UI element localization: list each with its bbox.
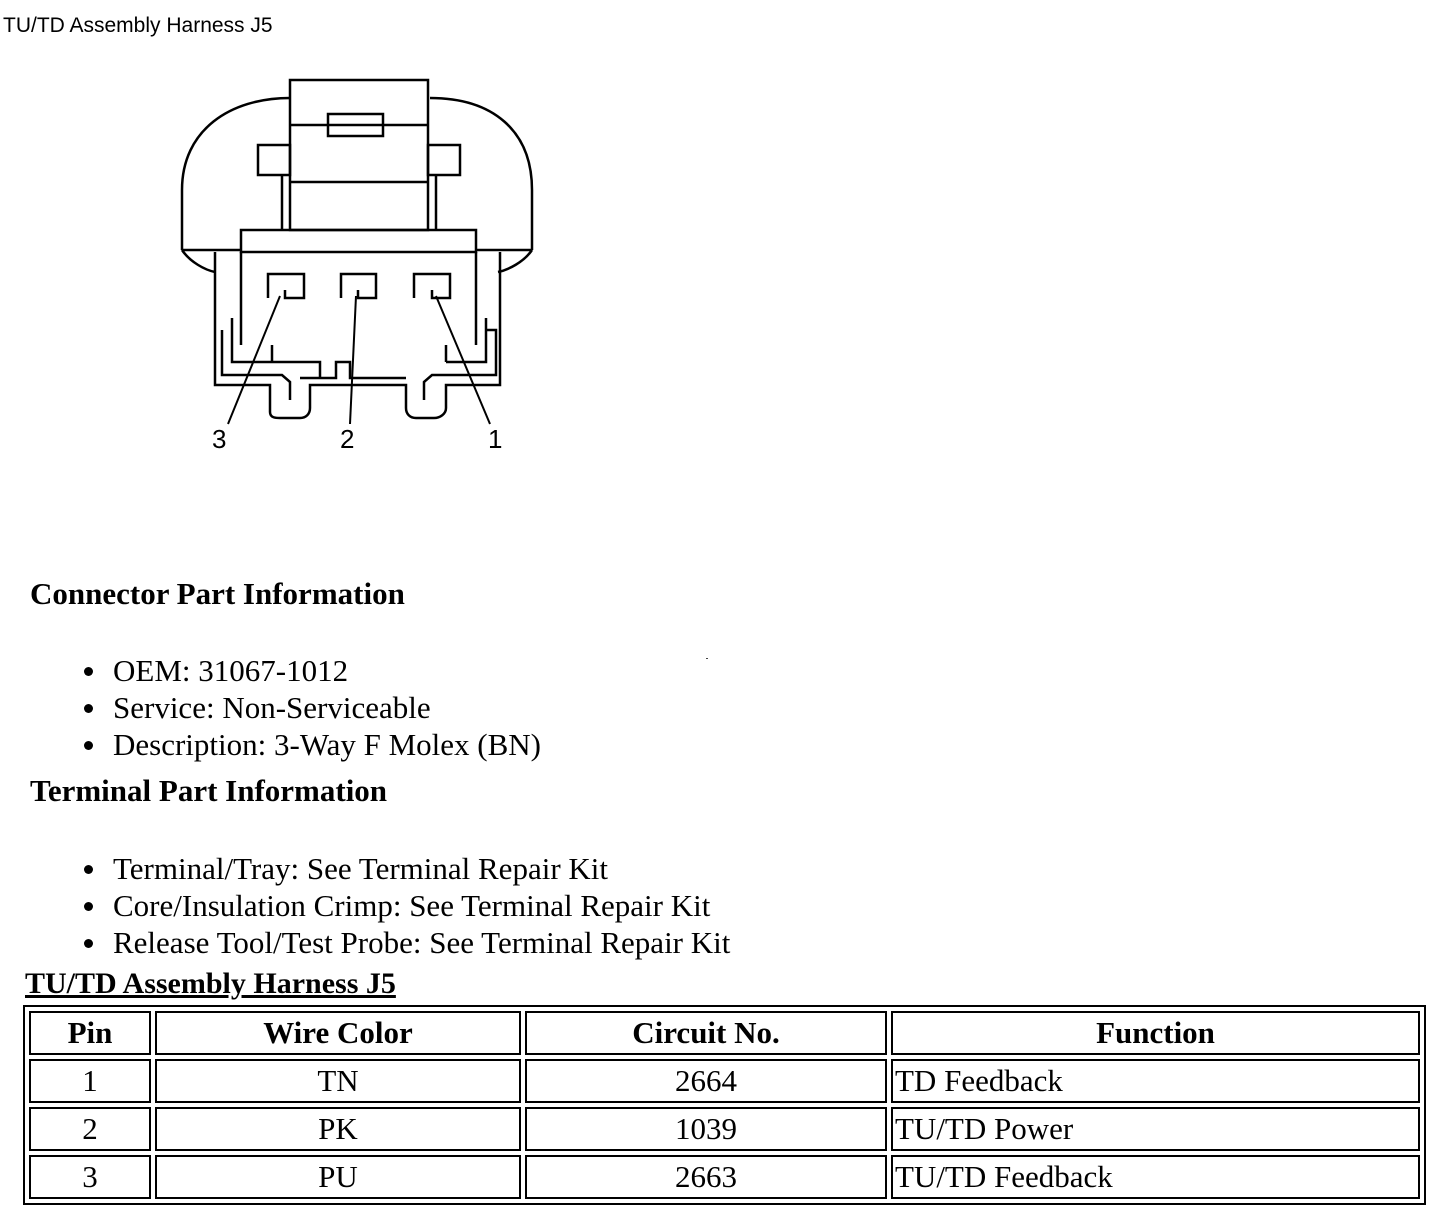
- cell-pin: 3: [29, 1155, 151, 1199]
- list-item: [82, 726, 541, 763]
- bullet-icon: [84, 939, 93, 948]
- header-wire-color: Wire Color: [155, 1011, 521, 1055]
- cell-pin: 1: [29, 1059, 151, 1103]
- cell-circuit-no: 1039: [525, 1107, 887, 1151]
- list-item: [82, 689, 541, 726]
- pin-table: [23, 1005, 1426, 1205]
- list-item-text: Terminal/Tray: See Terminal Repair Kit: [113, 851, 609, 886]
- bullet-icon: [84, 704, 93, 713]
- terminal-cavity-1: [414, 274, 450, 298]
- table-row: [29, 1155, 1420, 1199]
- bullet-icon: [84, 667, 93, 676]
- pin-label-3: 3: [212, 424, 227, 454]
- cell-wire-color: TN: [155, 1059, 521, 1103]
- connector-part-heading: Connector Part Information: [30, 576, 405, 611]
- cell-function: TU/TD Feedback: [891, 1155, 1420, 1199]
- cell-wire-color: PK: [155, 1107, 521, 1151]
- list-item-text: Service: Non-Serviceable: [113, 690, 431, 725]
- bullet-icon: [84, 741, 93, 750]
- header-circuit-no: Circuit No.: [525, 1011, 887, 1055]
- terminal-cavity-3: [268, 274, 304, 298]
- cell-function: TU/TD Power: [891, 1107, 1420, 1151]
- cell-function: TD Feedback: [891, 1059, 1420, 1103]
- connector-housing: [182, 98, 532, 250]
- list-item: [82, 652, 541, 689]
- cell-circuit-no: 2664: [525, 1059, 887, 1103]
- table-row: [29, 1059, 1420, 1103]
- list-item-text: Core/Insulation Crimp: See Terminal Repair Kit: [113, 888, 711, 923]
- terminal-part-list: [82, 850, 730, 961]
- list-item-text: Release Tool/Test Probe: See Terminal Repair Kit: [113, 925, 731, 960]
- pin-label-2: 2: [340, 424, 355, 454]
- list-item: [82, 924, 730, 961]
- list-item-text: Description: 3-Way F Molex (BN): [113, 727, 541, 762]
- cell-circuit-no: 2663: [525, 1155, 887, 1199]
- pin-label-1: 1: [488, 424, 503, 454]
- connector-part-list: [82, 652, 541, 763]
- cell-pin: 2: [29, 1107, 151, 1151]
- list-item: [82, 850, 730, 887]
- cell-wire-color: PU: [155, 1155, 521, 1199]
- table-caption: TU/TD Assembly Harness J5: [25, 967, 396, 1000]
- table-header-row: [29, 1011, 1420, 1055]
- scan-speck: [706, 658, 708, 659]
- header-function: Function: [891, 1011, 1420, 1055]
- bullet-icon: [84, 865, 93, 874]
- connector-diagram: [170, 70, 550, 470]
- latch-block: [290, 80, 428, 230]
- connector-body: [241, 230, 476, 252]
- bullet-icon: [84, 902, 93, 911]
- terminal-part-heading: Terminal Part Information: [30, 773, 388, 808]
- header-pin: Pin: [29, 1011, 151, 1055]
- list-item-text: OEM: 31067-1012: [113, 653, 349, 688]
- list-item: [82, 887, 730, 924]
- page-title: TU/TD Assembly Harness J5: [3, 14, 273, 37]
- terminal-cavity-2: [341, 274, 376, 298]
- table-row: [29, 1107, 1420, 1151]
